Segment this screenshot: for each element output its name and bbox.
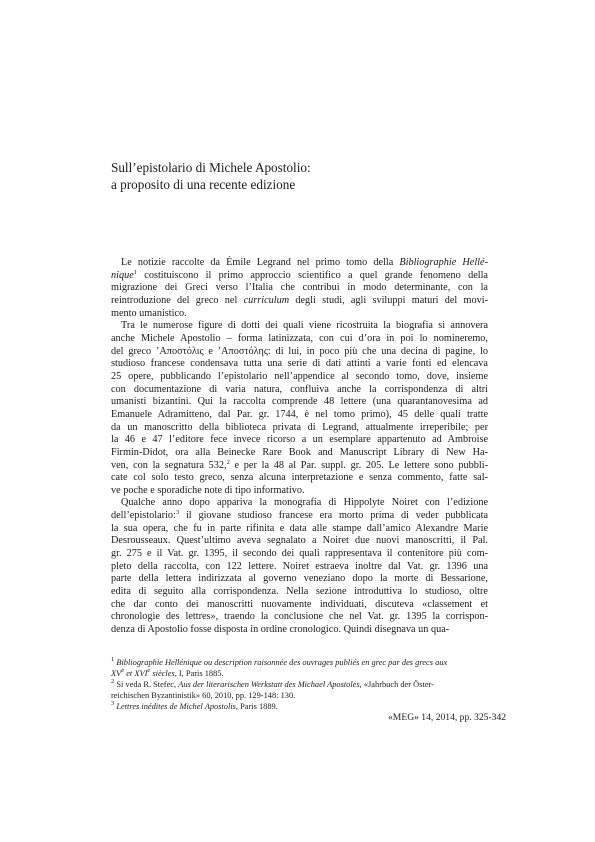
text-run: Si veda R. Stefec,: [114, 680, 179, 689]
text-run: pleto della raccolta, con 122 lettere. Noiret estraeva inoltre dal Vat. gr. 1396 una: [111, 560, 488, 572]
text-line: [111, 358, 488, 371]
text-line: [111, 624, 488, 637]
journal-citation: «MEG» 14, 2014, pp. 325-342: [388, 712, 507, 723]
text-line: [111, 523, 488, 536]
text-run: migrazione dei Greci verso l’Italia che contribuì in modo determinante, con la: [111, 282, 488, 294]
text-run: et XVI: [124, 669, 148, 678]
text-run: il giovane studioso francese era morto prima di veder pubblicata: [179, 510, 488, 522]
footnote-line: [111, 701, 488, 712]
text-run: nique: [111, 269, 134, 281]
text-run: Bibliographie Hellé-: [399, 257, 488, 268]
text-line: [111, 599, 488, 612]
footnotes: [111, 657, 488, 712]
text-run: , I, Paris 1885.: [174, 669, 224, 678]
text-run: XV: [111, 669, 122, 678]
text-run: denza di Apostolio fosse disposta in ordine cronologico. Quindi disegnava un qua-: [111, 624, 450, 636]
text-run: , «Jahrbuch der Öster-: [359, 680, 434, 689]
article-title: [111, 159, 491, 193]
text-run: ve poche e sporadiche note di tipo informativo.: [111, 484, 305, 496]
text-run: con documentazione di varia natura, confluiva anche la corrispondenza di altri: [111, 383, 488, 395]
text-line: [111, 371, 488, 384]
footnote-marker: 1: [133, 268, 138, 276]
text-line: [111, 384, 488, 397]
text-run: mento umanistico.: [111, 307, 187, 319]
text-line: [111, 320, 488, 333]
text-run: Firmin-Didot, ora alla Beinecke Rare Book and Manuscript Library di New Ha-: [111, 446, 488, 458]
text-run: Bibliographie Hellénique ou description raisonnée des ouvrages publiés en grec par des grecs aux: [116, 658, 448, 667]
text-run: Tra le numerose figure di dotti dei quali viene ricostruita la biografia si annovera: [121, 320, 488, 332]
text-line: [111, 485, 488, 498]
footnote-line: [111, 668, 488, 679]
text-run: da un manoscritto della biblioteca privata di Legrand, attualmente irreperibile; per: [111, 421, 488, 433]
footnote-marker: 3: [111, 700, 115, 707]
footnote-marker: 2: [226, 458, 230, 466]
text-run: studioso francese condensava tutta una serie di dati attinti a varie fonti ed elencava: [111, 358, 488, 370]
text-run: che dar conto dei manoscritti nuovamente individuati, discuteva «classement et: [111, 598, 488, 610]
text-run: Lettres inédites de Michel Apostolis: [116, 702, 236, 711]
text-line: [111, 295, 488, 308]
text-line: [111, 447, 488, 460]
text-run: edita di seguito alla corrispondenza. Nella sezione introduttiva lo studioso, oltre: [111, 586, 488, 598]
text-run: degli studi, agli sviluppi maturi del movi-: [289, 294, 488, 306]
text-run: la 46 e 47 l’editore fece invece ricorso a un esemplare appartenuto ad Ambroise: [111, 434, 488, 446]
text-run: Emanuele Adramitteno, dal Par. gr. 1744, è nel tomo primo), 45 delle quali tratte: [111, 408, 488, 420]
text-line: [111, 586, 488, 599]
text-run: Qualche anno dopo appariva la monografia di Hippolyte Noiret con l’edizione: [121, 497, 488, 509]
paragraph-2: [111, 320, 488, 497]
text-run: gr. 275 e il Vat. gr. 1395, il secondo dei quali rappresentava il contenitore più com-: [111, 548, 488, 560]
text-run: Aus der literarischen Werkstatt des Michael Apostoles: [178, 680, 360, 689]
footnote-line: [111, 679, 488, 690]
text-line: [111, 510, 488, 523]
paragraph-1: [111, 257, 488, 320]
text-run: reintroduzione del greco nel: [111, 294, 244, 306]
text-run: reichischen Byzantinistik» 60, 2010, pp. 129-148: 130.: [111, 691, 296, 700]
article-title-line-2: a proposito di una recente edizione: [111, 177, 296, 192]
text-line: [111, 548, 488, 561]
text-line: [111, 422, 488, 435]
text-run: Desrousseaux. Quest’ultimo aveva segnalato a Noiret due nuovi manoscritti, il Pal.: [111, 535, 488, 547]
text-run: e per la 48 al Par. suppl. gr. 205. Le lettere sono pubbli-: [229, 459, 488, 471]
text-line: [111, 535, 488, 548]
text-line: [111, 270, 488, 283]
text-run: costituiscono il primo approccio scientifico a quel grande fenomeno della: [137, 269, 488, 281]
footnote-marker: 1: [111, 656, 115, 663]
text-run: curriculum: [243, 294, 290, 306]
text-run: , Paris 1889.: [235, 702, 278, 711]
text-line: [111, 346, 488, 359]
footnote-marker: e: [147, 667, 151, 674]
text-line: [111, 282, 488, 295]
text-run: ven, con la segnatura 532,: [111, 459, 227, 471]
text-line: [111, 561, 488, 574]
text-line: [111, 472, 488, 485]
text-run: 25 opere, pubblicando l’epistolario nell’appendice al secondo tomo, dove, insieme: [111, 370, 488, 382]
text-line: [111, 573, 488, 586]
text-run: la sua opera, che fu in parte rifinita e data alle stampe dall’amico Alexandre Marie: [111, 522, 488, 534]
text-line: [111, 497, 488, 510]
text-line: [111, 333, 488, 346]
article-title-line-1: Sull’epistolario di Michele Apostolio:: [111, 160, 311, 175]
footnote-line: [111, 657, 488, 668]
text-line: [111, 409, 488, 422]
text-run: del greco ’Αποστόλις e ’Αποστόλης: di lui, in poco più che una decina di pagine, lo: [111, 345, 488, 357]
text-run: umanisti bizantini. Qui la raccolta comprende 48 lettere (una quarantanovesima ad: [111, 396, 488, 408]
text-line: [111, 308, 488, 321]
footnote-marker: 2: [111, 678, 115, 685]
text-run: dell’epistolario:: [111, 510, 176, 522]
text-line: [111, 434, 488, 447]
footnote-marker: e: [121, 667, 125, 674]
text-run: chronologie des lettres», traendo la conclusione che nel Vat. gr. 1395 la corrispon-: [111, 611, 488, 623]
text-line: [111, 257, 488, 270]
text-run: parte della lettera indirizzata al governo veneziano dopo la morte di Bessarione,: [111, 573, 488, 585]
paragraph-3: [111, 497, 488, 636]
text-run: siècles: [150, 669, 175, 678]
text-run: cate col solo testo greco, senza alcuna interpretazione e senza commento, fatte sal-: [111, 472, 488, 484]
text-line: [111, 611, 488, 624]
footnote-marker: 3: [175, 509, 180, 517]
text-run: anche Michele Apostolio – forma latinizzata, con cui d’ora in poi lo nomineremo,: [111, 332, 488, 344]
footnote-line: [111, 690, 488, 701]
text-line: [111, 396, 488, 409]
article-body: [111, 257, 488, 637]
text-run: Le notizie raccolte da Émile Legrand nel primo tomo della: [121, 257, 400, 268]
text-line: [111, 460, 488, 473]
